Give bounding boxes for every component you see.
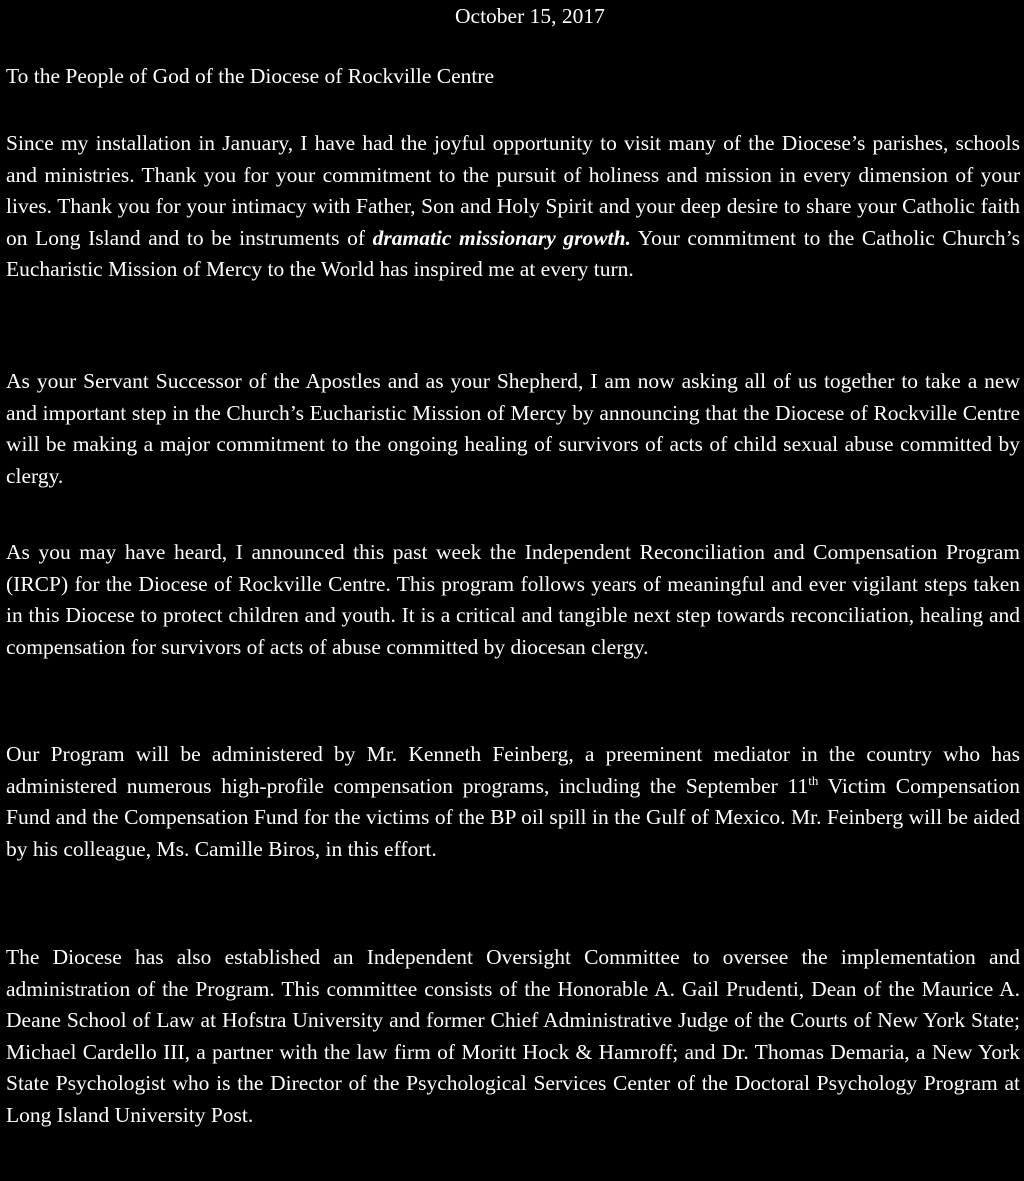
paragraph-4-text-a: Our Program will be administered by Mr. Kenneth Feinberg, a preeminent mediator in the country who has administered numerous high-profile compensation programs, including the September 11	[6, 742, 1020, 798]
paragraph-4-text-b: Victim Compensation Fund and the Compensation Fund for the victims of the BP oil spill in the Gulf of Mexico. Mr. Feinberg will be aided by his colleague, Ms. Camille Biros, in this effort.	[6, 773, 1020, 861]
paragraph-2: As your Servant Successor of the Apostles and as your Shepherd, I am now asking all of us together to take a new and important step in the Church’s Eucharistic Mission of Mercy by announcing that the Diocese of Rockville Centre will be making a major commitment to the ongoing healing of survivors of acts of child sexual abuse committed by clergy.	[6, 369, 1020, 488]
paragraph-1-text-b: Your commitment to the Catholic Church’s Eucharistic Mission of Mercy to the World has inspired me at every turn.	[6, 225, 1020, 282]
ordinal-suffix: th	[808, 772, 819, 788]
salutation: To the People of God of the Diocese of Rockville Centre	[6, 64, 495, 88]
paragraph-1-text-a: Since my installation in January, I have had the joyful opportunity to visit many of the Diocese’s parishes, schools and ministries. Thank you for your commitment to the pursuit of holiness and mission in every dimension of your lives. Thank you for your intimacy with Father, Son and Holy Spirit and your deep desire to share your Catholic faith on Long Island and to be instruments of	[6, 131, 1020, 250]
paragraph-3: As you may have heard, I announced this past week the Independent Reconciliation and Compensation Program (IRCP) for the Diocese of Rockville Centre. This program follows years of meaningful and ever vigilant steps taken in this Diocese to protect children and youth. It is a critical and tangible next step towards reconciliation, healing and compensation for survivors of acts of abuse committed by diocesan clergy.	[6, 540, 1020, 659]
paragraph-4	[6, 739, 1020, 865]
paragraph-5: The Diocese has also established an Independent Oversight Committee to oversee the implementation and administration of the Program. This committee consists of the Honorable A. Gail Prudenti, Dean of the Maurice A. Deane School of Law at Hofstra University and former Chief Administrative Judge of the Courts of New York State; Michael Cardello III, a partner with the law firm of Moritt Hock & Hamroff; and Dr. Thomas Demaria, a New York State Psychologist who is the Director of the Psychological Services Center of the Doctoral Psychology Program at Long Island University Post.	[6, 945, 1020, 1127]
paragraph-1-emphasis: dramatic missionary growth.	[372, 225, 631, 250]
paragraph-1	[6, 128, 1020, 286]
letter-date: October 15, 2017	[455, 4, 605, 28]
